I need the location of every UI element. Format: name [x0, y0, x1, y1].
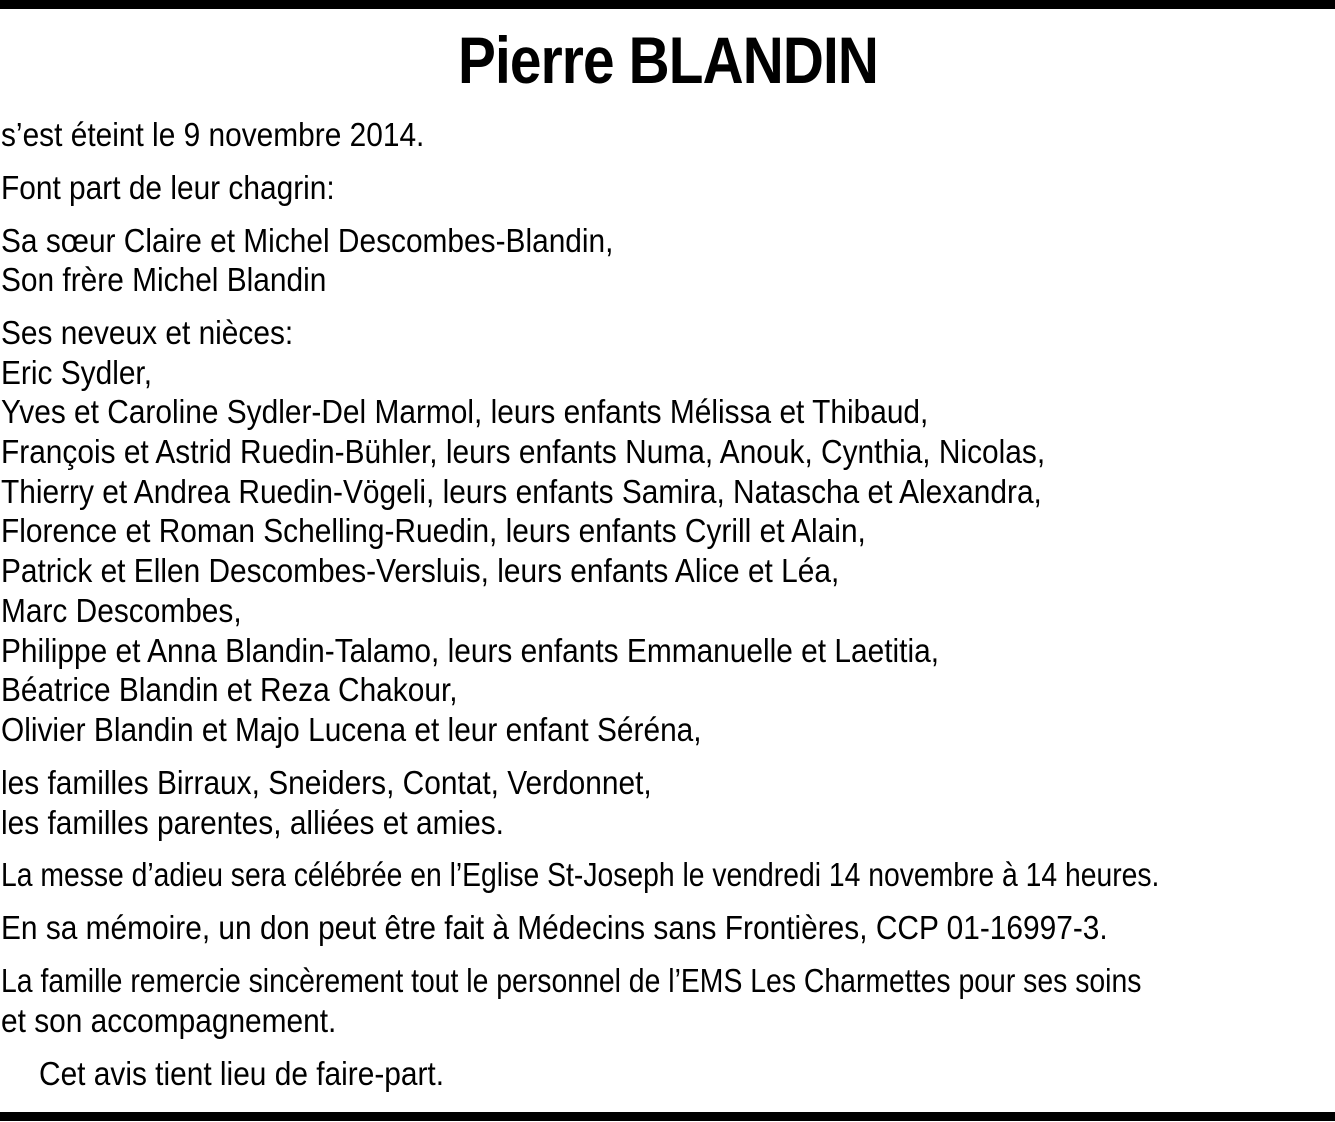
nephew-line: Marc Descombes,: [1, 592, 242, 629]
mass-announcement: La messe d’adieu sera célébrée en l’Eglise St-Joseph le vendredi 14 novembre à 14 heures.: [1, 856, 1160, 893]
nephew-line: Philippe et Anna Blandin-Talamo, leurs enfants Emmanuelle et Laetitia,: [1, 632, 940, 669]
top-rule: [0, 0, 1335, 9]
nephews-heading: Ses neveux et nièces:: [1, 314, 294, 351]
donation-line: En sa mémoire, un don peut être fait à Médecins sans Frontières, CCP 01-16997-3.: [1, 909, 1108, 946]
nephew-line: François et Astrid Ruedin-Bühler, leurs enfants Numa, Anouk, Cynthia, Nicolas,: [1, 433, 1046, 470]
thanks-line: et son accompagnement.: [1, 1002, 337, 1039]
nephew-line: Patrick et Ellen Descombes-Versluis, leurs enfants Alice et Léa,: [1, 552, 840, 589]
nephew-line: Yves et Caroline Sydler-Del Marmol, leurs enfants Mélissa et Thibaud,: [1, 393, 929, 430]
families-line: les familles parentes, alliées et amies.: [1, 804, 504, 841]
intro-line: Font part de leur chagrin:: [1, 169, 335, 206]
closing-line: Cet avis tient lieu de faire-part.: [39, 1055, 445, 1092]
thanks-line: La famille remercie sincèrement tout le personnel de l’EMS Les Charmettes pour ses soins: [1, 962, 1142, 999]
families-line: les familles Birraux, Sneiders, Contat, Verdonnet,: [1, 764, 652, 801]
nephew-line: Eric Sydler,: [1, 354, 153, 391]
death-date-line: s’est éteint le 9 novembre 2014.: [1, 116, 425, 153]
sibling-line: Son frère Michel Blandin: [1, 261, 327, 298]
nephew-line: Béatrice Blandin et Reza Chakour,: [1, 671, 458, 708]
nephew-line: Olivier Blandin et Majo Lucena et leur enfant Séréna,: [1, 711, 702, 748]
nephew-line: Florence et Roman Schelling-Ruedin, leurs enfants Cyrill et Alain,: [1, 512, 866, 549]
sibling-line: Sa sœur Claire et Michel Descombes-Blandin,: [1, 222, 614, 259]
deceased-name: Pierre BLANDIN: [457, 23, 879, 97]
bottom-rule: [0, 1112, 1335, 1121]
nephew-line: Thierry et Andrea Ruedin-Vögeli, leurs enfants Samira, Natascha et Alexandra,: [1, 473, 1042, 510]
